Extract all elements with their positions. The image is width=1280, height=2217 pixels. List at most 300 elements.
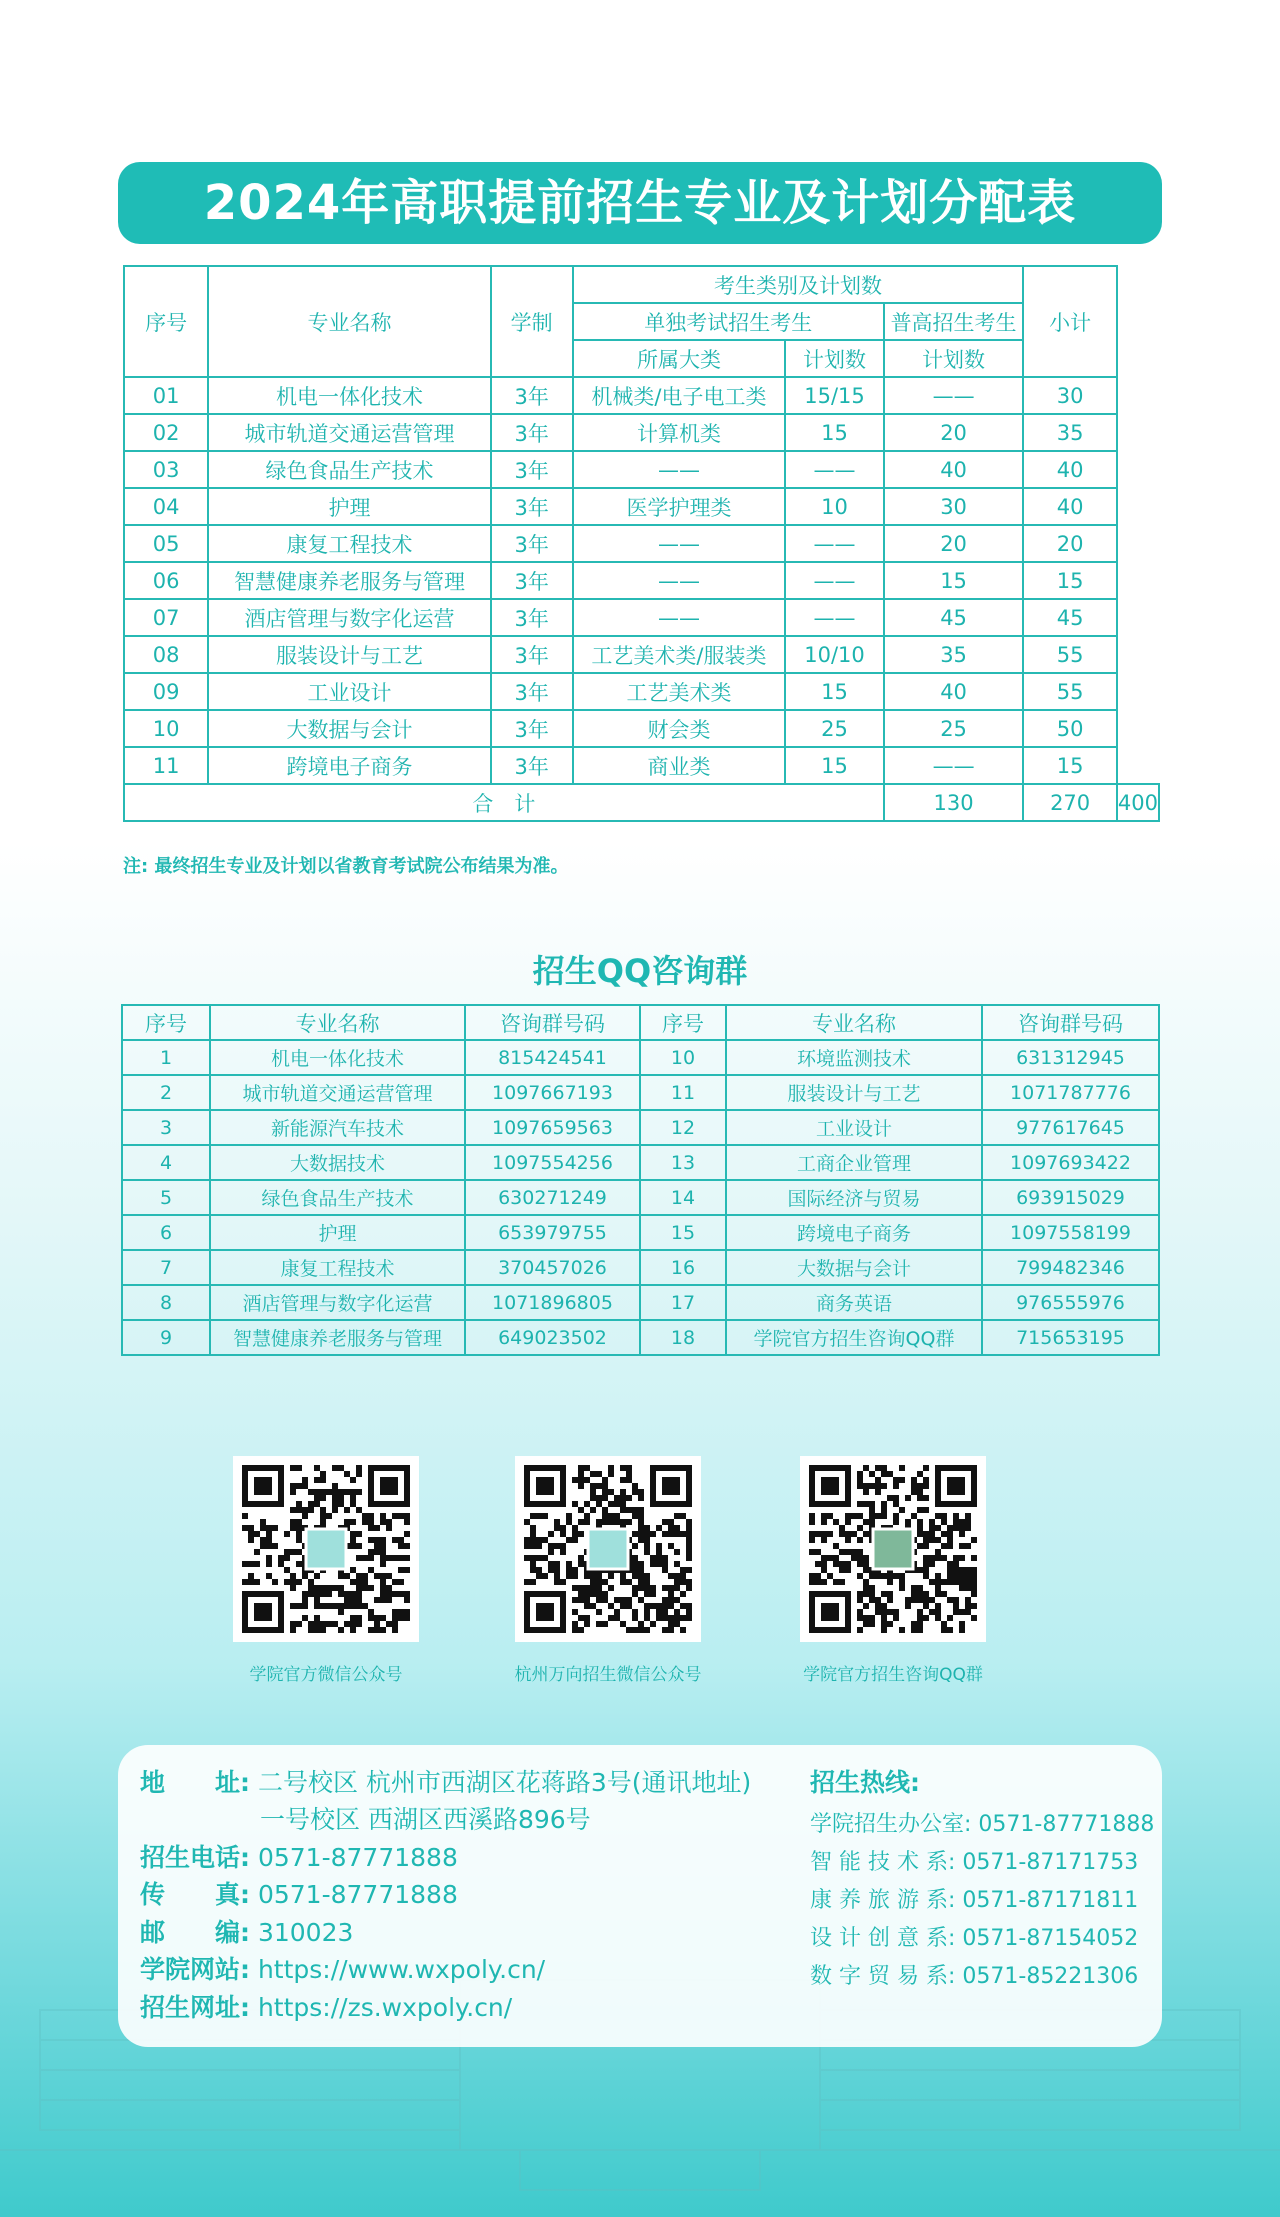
qr-module	[266, 1555, 272, 1561]
qr-module	[917, 1507, 923, 1513]
qr-module	[863, 1615, 869, 1621]
qr-module	[881, 1627, 887, 1633]
qr-module	[338, 1573, 344, 1579]
qr-module	[953, 1573, 959, 1579]
qr-module	[662, 1609, 668, 1615]
qr-module	[356, 1531, 362, 1537]
qr-module	[614, 1513, 620, 1519]
qr-module	[869, 1507, 875, 1513]
table-cell-single: ——	[785, 451, 884, 488]
qr-module	[662, 1531, 668, 1537]
qr-module	[302, 1507, 308, 1513]
qr-module	[911, 1489, 917, 1495]
qr-module	[863, 1531, 869, 1537]
qr-module	[917, 1627, 923, 1633]
qr-module	[338, 1489, 344, 1495]
table-cell-major: 城市轨道交通运营管理	[208, 414, 490, 451]
qr-module	[584, 1573, 590, 1579]
qr-module	[620, 1507, 626, 1513]
qr-module	[278, 1555, 284, 1561]
qr-module	[674, 1585, 680, 1591]
qr-module	[272, 1543, 278, 1549]
qr-module	[620, 1597, 626, 1603]
col-category: 所属大类	[573, 340, 786, 377]
qr-module	[368, 1567, 374, 1573]
table-cell-major: 工业设计	[208, 673, 490, 710]
qr-module	[644, 1573, 650, 1579]
qr-module	[941, 1531, 947, 1537]
qr-module	[260, 1519, 266, 1525]
qr-module	[578, 1507, 584, 1513]
qq-cell: 370457026	[465, 1250, 640, 1285]
qr-module	[893, 1609, 899, 1615]
qr-module	[650, 1561, 656, 1567]
qr-module	[863, 1489, 869, 1495]
hotline-number: 0571-87171811	[962, 1888, 1139, 1913]
qr-module	[839, 1561, 845, 1567]
qr-module	[869, 1501, 875, 1507]
table-cell-general: 20	[884, 414, 1024, 451]
address-label: 地 址:	[140, 1768, 250, 1797]
qr-module	[596, 1483, 602, 1489]
qr-module	[386, 1555, 392, 1561]
qr-module	[965, 1579, 971, 1585]
qr-module	[362, 1513, 368, 1519]
qr-module	[314, 1621, 320, 1627]
qr-module	[368, 1513, 374, 1519]
qr-module	[923, 1465, 929, 1471]
qr-module	[380, 1537, 386, 1543]
qr-module	[674, 1579, 680, 1585]
qr-module	[899, 1573, 905, 1579]
table-cell-general: 45	[884, 599, 1024, 636]
zip-value: 310023	[257, 1918, 354, 1947]
qr-module	[959, 1519, 965, 1525]
qr-module	[578, 1477, 584, 1483]
qr-module	[356, 1573, 362, 1579]
qr-module	[578, 1585, 584, 1591]
qr-module	[626, 1627, 632, 1633]
qr-module	[338, 1465, 344, 1471]
qr-module	[668, 1621, 674, 1627]
qr-module	[869, 1483, 875, 1489]
qr-module	[947, 1543, 953, 1549]
qr-module	[668, 1519, 674, 1525]
qr-module	[821, 1579, 827, 1585]
qr-module	[314, 1489, 320, 1495]
qr-module	[380, 1597, 386, 1603]
qr-module	[620, 1495, 626, 1501]
table-row	[122, 1215, 1159, 1250]
qr-module	[809, 1513, 815, 1519]
qr-module	[851, 1513, 857, 1519]
qr-module	[590, 1579, 596, 1585]
qr-qq-group	[799, 1456, 987, 1685]
qr-module	[869, 1519, 875, 1525]
qr-module	[905, 1519, 911, 1525]
qr-module	[380, 1549, 386, 1555]
qq-cell: 1071896805	[465, 1285, 640, 1320]
qr-module	[875, 1513, 881, 1519]
qr-module	[809, 1531, 815, 1537]
qq-col-index: 序号	[122, 1005, 210, 1040]
qr-module	[638, 1567, 644, 1573]
qr-module	[638, 1561, 644, 1567]
qq-cell: 工商企业管理	[726, 1145, 982, 1180]
qr-module	[656, 1603, 662, 1609]
qr-module	[356, 1465, 362, 1471]
qr-module	[596, 1573, 602, 1579]
qr-module	[344, 1621, 350, 1627]
qr-module	[602, 1591, 608, 1597]
qr-module	[632, 1585, 638, 1591]
qr-module	[935, 1573, 941, 1579]
qr-module	[560, 1531, 566, 1537]
table-cell-single: 10	[785, 488, 884, 525]
qr-module	[320, 1489, 326, 1495]
qr-module	[845, 1519, 851, 1525]
qr-code-icon	[800, 1456, 986, 1642]
qr-module	[650, 1555, 656, 1561]
qr-module	[833, 1561, 839, 1567]
table-row	[122, 1285, 1159, 1320]
qr-module	[626, 1579, 632, 1585]
qr-module	[590, 1585, 596, 1591]
qr-module	[911, 1591, 917, 1597]
plan-table	[123, 265, 1160, 822]
qq-cell: 976555976	[982, 1285, 1159, 1320]
qr-module	[839, 1531, 845, 1537]
qr-module	[290, 1519, 296, 1525]
qr-module	[572, 1537, 578, 1543]
qr-module	[572, 1621, 578, 1627]
table-cell-major: 酒店管理与数字化运营	[208, 599, 490, 636]
qr-module	[686, 1555, 692, 1561]
qr-module	[680, 1615, 686, 1621]
qr-module	[548, 1561, 554, 1567]
qq-cell: 14	[640, 1180, 726, 1215]
qr-module	[929, 1609, 935, 1615]
qr-module	[296, 1501, 302, 1507]
qr-module	[662, 1597, 668, 1603]
qr-module	[578, 1555, 584, 1561]
qr-module	[911, 1477, 917, 1483]
qr-module	[308, 1501, 314, 1507]
table-row	[122, 1075, 1159, 1110]
qr-module	[602, 1507, 608, 1513]
table-row	[124, 488, 1159, 525]
col-plan-count: 计划数	[785, 340, 884, 377]
qr-module	[542, 1513, 548, 1519]
qr-module	[935, 1585, 941, 1591]
qr-module	[953, 1513, 959, 1519]
qr-module	[857, 1555, 863, 1561]
qr-module	[935, 1579, 941, 1585]
qr-module	[863, 1519, 869, 1525]
qr-module	[524, 1537, 530, 1543]
qr-module	[620, 1477, 626, 1483]
qr-module	[953, 1567, 959, 1573]
qr-module	[662, 1615, 668, 1621]
qq-cell: 9	[122, 1320, 210, 1355]
col-subtotal: 小计	[1023, 266, 1117, 377]
qr-module	[404, 1567, 410, 1573]
qr-module	[947, 1579, 953, 1585]
qr-module	[893, 1483, 899, 1489]
phone-row	[140, 1838, 458, 1874]
col-index: 序号	[124, 266, 208, 377]
qr-module	[644, 1603, 650, 1609]
qr-module	[821, 1531, 827, 1537]
qr-module	[971, 1615, 977, 1621]
qr-module	[404, 1555, 410, 1561]
qq-col-index-2: 序号	[640, 1005, 726, 1040]
qq-cell: 815424541	[465, 1040, 640, 1075]
qr-module	[524, 1555, 530, 1561]
qr-module	[386, 1573, 392, 1579]
qr-module	[332, 1621, 338, 1627]
qr-module	[965, 1567, 971, 1573]
qr-module	[350, 1597, 356, 1603]
qr-module	[368, 1537, 374, 1543]
qr-module	[320, 1513, 326, 1519]
qr-module	[590, 1603, 596, 1609]
qr-module	[686, 1609, 692, 1615]
qr-module	[638, 1573, 644, 1579]
qr-module	[959, 1543, 965, 1549]
qr-module	[290, 1549, 296, 1555]
hotline-item	[810, 1921, 1138, 1952]
qr-module	[554, 1579, 560, 1585]
qr-module	[953, 1579, 959, 1585]
qr-module	[656, 1525, 662, 1531]
qr-module	[242, 1525, 248, 1531]
fax-label: 传 真:	[140, 1880, 250, 1909]
qr-module	[350, 1537, 356, 1543]
qr-module	[632, 1531, 638, 1537]
qr-module	[284, 1549, 290, 1555]
qr-module	[638, 1519, 644, 1525]
qr-module	[929, 1555, 935, 1561]
qr-module	[332, 1489, 338, 1495]
qr-module	[572, 1597, 578, 1603]
qr-module	[356, 1621, 362, 1627]
qr-module	[821, 1537, 827, 1543]
qr-module	[350, 1519, 356, 1525]
qr-module	[374, 1543, 380, 1549]
qr-module	[626, 1507, 632, 1513]
qr-module	[923, 1543, 929, 1549]
qr-module	[650, 1621, 656, 1627]
qr-module	[965, 1597, 971, 1603]
qr-module	[392, 1591, 398, 1597]
qr-module	[398, 1591, 404, 1597]
qr-module	[632, 1567, 638, 1573]
qr-module	[398, 1609, 404, 1615]
qr-module	[254, 1579, 260, 1585]
table-cell-years: 3年	[491, 710, 573, 747]
qr-module	[674, 1621, 680, 1627]
qr-module	[566, 1567, 572, 1573]
qr-module	[380, 1513, 386, 1519]
qr-module	[668, 1615, 674, 1621]
qr-module	[845, 1513, 851, 1519]
qr-module	[674, 1573, 680, 1579]
qr-module	[917, 1609, 923, 1615]
table-cell-category: 机械类/电子电工类	[573, 377, 786, 414]
qr-module	[839, 1579, 845, 1585]
qr-module	[959, 1627, 965, 1633]
qr-module	[380, 1519, 386, 1525]
qr-module	[833, 1519, 839, 1525]
website-link[interactable]: https://www.wxpoly.cn/	[257, 1955, 546, 1984]
qr-module	[821, 1555, 827, 1561]
qr-module	[248, 1525, 254, 1531]
qr-module	[953, 1609, 959, 1615]
hotline-label: 数 字 贸 易 系:	[810, 1964, 956, 1989]
qr-wechat-wanxiang	[514, 1456, 702, 1685]
qq-col-major: 专业名称	[210, 1005, 465, 1040]
qr-module	[905, 1597, 911, 1603]
qr-module	[326, 1489, 332, 1495]
qr-module	[254, 1549, 260, 1555]
qq-cell: 8	[122, 1285, 210, 1320]
qr-module	[650, 1603, 656, 1609]
qr-module	[620, 1621, 626, 1627]
qr-module	[917, 1621, 923, 1627]
qr-module	[398, 1555, 404, 1561]
qr-module	[530, 1525, 536, 1531]
qr-module	[857, 1483, 863, 1489]
qr-module	[554, 1561, 560, 1567]
qr-module	[350, 1495, 356, 1501]
qr-module	[332, 1603, 338, 1609]
table-cell-total: 30	[1023, 377, 1117, 414]
qr-module	[386, 1519, 392, 1525]
qr-module	[857, 1573, 863, 1579]
qr-module	[332, 1585, 338, 1591]
qr-module	[857, 1549, 863, 1555]
qr-module	[314, 1477, 320, 1483]
qr-module	[959, 1573, 965, 1579]
qr-module	[632, 1513, 638, 1519]
table-cell-no: 09	[124, 673, 208, 710]
qr-module	[350, 1579, 356, 1585]
qr-module	[584, 1477, 590, 1483]
qr-module	[260, 1537, 266, 1543]
admission-site-link[interactable]: https://zs.wxpoly.cn/	[257, 1993, 513, 2022]
qr-module	[326, 1585, 332, 1591]
qr-module	[656, 1609, 662, 1615]
qr-module	[614, 1519, 620, 1525]
qq-cell: 16	[640, 1250, 726, 1285]
table-cell-no: 07	[124, 599, 208, 636]
qr-module	[632, 1507, 638, 1513]
qr-module	[578, 1483, 584, 1489]
qr-module	[911, 1585, 917, 1591]
qr-module	[881, 1465, 887, 1471]
qr-module	[584, 1465, 590, 1471]
qq-cell: 12	[640, 1110, 726, 1145]
qr-module	[644, 1609, 650, 1615]
qr-module	[638, 1525, 644, 1531]
qr-module	[554, 1567, 560, 1573]
qr-module	[584, 1615, 590, 1621]
qr-module	[308, 1489, 314, 1495]
qq-cell: 1097693422	[982, 1145, 1159, 1180]
qr-module	[296, 1483, 302, 1489]
qr-module	[308, 1579, 314, 1585]
qr-module	[332, 1495, 338, 1501]
qr-module	[590, 1471, 596, 1477]
qr-module	[314, 1585, 320, 1591]
table-cell-single: 10/10	[785, 636, 884, 673]
qr-module	[320, 1495, 326, 1501]
qr-module	[302, 1483, 308, 1489]
qr-module	[869, 1615, 875, 1621]
qr-module	[602, 1621, 608, 1627]
qr-module	[923, 1561, 929, 1567]
hotline-item	[810, 1959, 1138, 1990]
qr-module	[392, 1615, 398, 1621]
table-cell-general: ——	[884, 377, 1024, 414]
qr-module	[386, 1621, 392, 1627]
qr-module	[380, 1627, 386, 1633]
table-cell-years: 3年	[491, 451, 573, 488]
qr-module	[332, 1507, 338, 1513]
table-cell-no: 10	[124, 710, 208, 747]
qr-module	[626, 1495, 632, 1501]
qr-module	[596, 1471, 602, 1477]
qr-module	[584, 1519, 590, 1525]
qr-module	[620, 1519, 626, 1525]
qr-module	[266, 1531, 272, 1537]
qr-module	[554, 1543, 560, 1549]
qr-module	[959, 1579, 965, 1585]
qr-module	[935, 1603, 941, 1609]
qr-module	[821, 1561, 827, 1567]
table-cell-category: 医学护理类	[573, 488, 786, 525]
qr-module	[971, 1591, 977, 1597]
table-row	[124, 599, 1159, 636]
qr-module	[632, 1591, 638, 1597]
qr-module	[686, 1519, 692, 1525]
qr-module	[911, 1483, 917, 1489]
qr-module	[284, 1555, 290, 1561]
qr-module	[686, 1537, 692, 1543]
qr-module	[308, 1507, 314, 1513]
qr-module	[290, 1585, 296, 1591]
qr-module	[668, 1627, 674, 1633]
hotline-number: 0571-87771888	[978, 1812, 1155, 1837]
qr-module	[248, 1561, 254, 1567]
qr-logo	[873, 1529, 913, 1569]
qr-module	[686, 1543, 692, 1549]
qr-module	[320, 1621, 326, 1627]
qr-module	[350, 1603, 356, 1609]
qr-module	[386, 1597, 392, 1603]
qr-module	[644, 1543, 650, 1549]
qr-module	[296, 1537, 302, 1543]
qr-module	[404, 1615, 410, 1621]
qr-module	[674, 1513, 680, 1519]
qr-module	[536, 1567, 542, 1573]
qq-cell: 城市轨道交通运营管理	[210, 1075, 465, 1110]
qr-module	[260, 1525, 266, 1531]
qr-module	[875, 1483, 881, 1489]
qr-module	[302, 1603, 308, 1609]
qr-module	[857, 1513, 863, 1519]
